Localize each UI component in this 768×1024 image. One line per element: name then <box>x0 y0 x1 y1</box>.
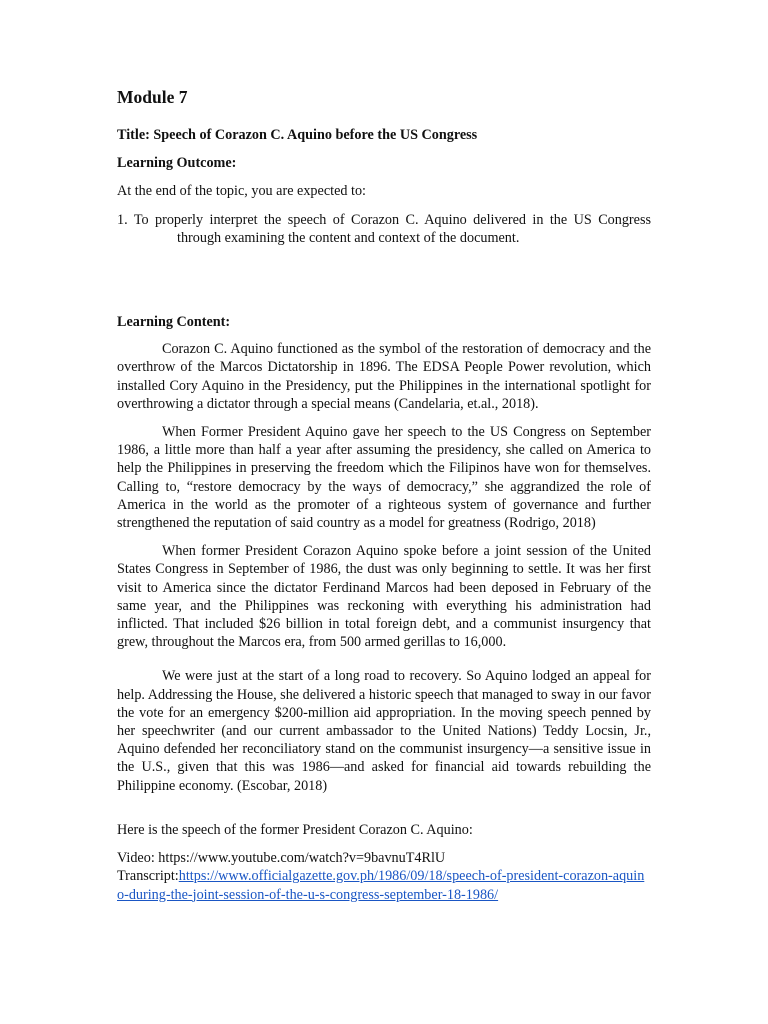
spacer <box>117 247 651 313</box>
content-paragraph-3: When former President Corazon Aquino spoke before a joint session of the United States Congress in September of 1986, the dust was only beginning to settle. It was her first visit to America since the dictator Ferdinand Marcos had been deposed in February of the same year, and the Philippines was reckoning with everything his administration had inflicted. That included $26 billion in total foreign debt, and a communist insurgency that grew, throughout the Marcos era, from 500 armed gerillas to 16,000. <box>117 543 651 651</box>
learning-outcome-1 <box>117 211 651 247</box>
speech-intro: Here is the speech of the former President Corazon C. Aquino: <box>117 821 473 838</box>
video-line: Video: https://www.youtube.com/watch?v=9bavnuT4RlU <box>117 850 446 867</box>
learning-outcome-heading: Learning Outcome: <box>117 155 237 172</box>
content-paragraph-1: Corazon C. Aquino functioned as the symbol of the restoration of democracy and the overthrow of the Marcos Dictatorship in 1896. The EDSA People Power revolution, which installed Cory Aquino in the Presidency, put the Philippines in the international spotlight for overthrowing a dictator through a special means (Candelaria, et.al., 2018). <box>117 341 651 412</box>
transcript-link[interactable]: https://www.officialgazette.gov.ph/1986/09/18/speech-of-president-corazon-aquino-during-the-joint-session-of-the-u-s-congress-september-18-1986/ <box>117 868 645 903</box>
content-paragraph-4: We were just at the start of a long road to recovery. So Aquino lodged an appeal for help. Addressing the House, she delivered a historic speech that managed to sway in our favor the vote for an emergency $200-million aid appropriation. In the moving speech penned by her speechwriter (and our current ambassador to the United Nations) Teddy Locsin, Jr., Aquino defended her reconciliatory stand on the communist insurgency—a sensitive issue in the U.S., given that this was 1986—and asked for financial aid towards rebuilding the Philippine economy. (Escobar, 2018) <box>117 668 651 794</box>
learning-content-heading: Learning Content: <box>117 314 231 331</box>
intro-text: At the end of the topic, you are expected to: <box>117 183 366 200</box>
content-paragraph-2: When Former President Aquino gave her speech to the US Congress on September 1986, a little more than half a year after assuming the presidency, she called on America to help the Philippines in preserving the freedom which the Filipinos have won for themselves. Calling to, “restore democracy by the ways of democracy,” she aggrandized the role of America in the world as the promoter of a righteous system of governance and further strengthened the reputation of said country as a model for greatness (Rodrigo, 2018) <box>117 424 651 532</box>
document-body <box>117 86 651 904</box>
transcript-label: Transcript: <box>117 868 179 885</box>
title-line: Title: Speech of Corazon C. Aquino before the US Congress <box>117 127 478 143</box>
transcript-line <box>117 867 651 903</box>
outcome-1-start: 1. To properly interpret the speech of Corazon C. Aquino delivered in the US Congress <box>117 211 651 228</box>
module-heading: Module 7 <box>117 87 188 107</box>
outcome-1-end: through examining the content and context of the document. <box>177 229 520 246</box>
